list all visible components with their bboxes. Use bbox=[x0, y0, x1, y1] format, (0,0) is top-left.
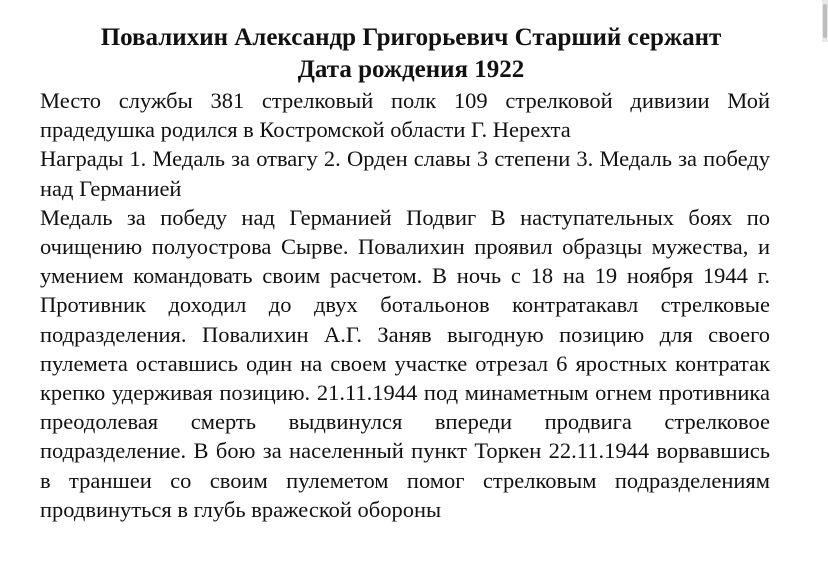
paragraph-feat: Медаль за победу над Германией Подвиг В наступательных боях по очищению полуострова Сырве. Повалихин проявил образцы мужества, и умением командовать своим расчетом. В ночь с 18 на 19 ноября 1944 г. Противник доходил до двух ботальонов контратакавл стрелковые подразделения. Повалихин А.Г. Заняв выгодную позицию для своего пулемета оставшись один на своем участке отрезал 6 яростных контратак крепко удерживая позицию. 21.11.1944 под минаметным огнем противника преодолевая смерть выдвинулся впереди продвига стрелковое подразделение. В бою за населенный пункт Торкен 22.11.1944 ворвавшись в траншеи со своим пулеметом помог стрелковым подразделениям продвинуться в глубь вражеской обороны bbox=[40, 204, 770, 522]
paragraph-awards: Награды 1. Медаль за отвагу 2. Орден славы 3 степени 3. Медаль за победу над Германией bbox=[40, 146, 770, 201]
scrollbar-thumb[interactable] bbox=[823, 4, 827, 38]
title-birth-date: Дата рождения 1922 bbox=[297, 56, 525, 83]
paragraph-service: Место службы 381 стрелковый полк 109 стрелковой дивизии Мой прадедушка родился в Костромской области Г. Нерехта bbox=[40, 88, 770, 143]
title-name-rank: Повалихин Александр Григорьевич Старший сержант bbox=[100, 24, 722, 51]
scrollbar-track[interactable] bbox=[822, 0, 828, 42]
document-title bbox=[40, 22, 770, 86]
